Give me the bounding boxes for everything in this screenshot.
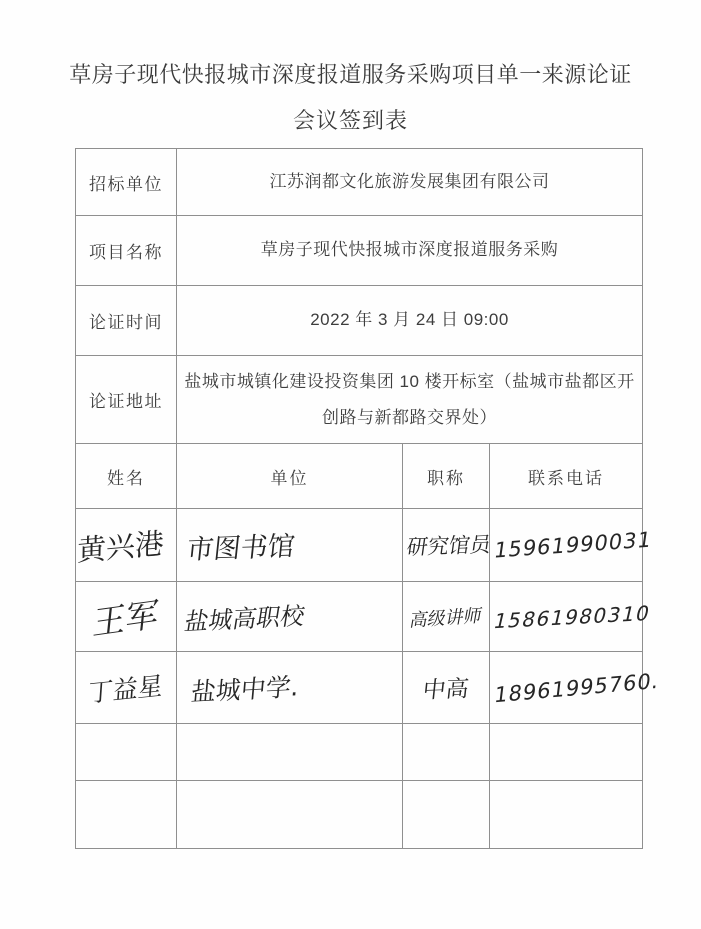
header-cell-name: 姓名: [76, 444, 177, 509]
signature-unit-cell: [177, 781, 403, 849]
signature-row: [76, 652, 643, 724]
signature-name-cell: [76, 582, 177, 652]
signature-unit-cell: [177, 724, 403, 781]
doc-title-line1: 草房子现代快报城市深度报道服务采购项目单一来源论证: [69, 62, 632, 87]
handwritten-unit: 盐城高职校: [182, 601, 307, 637]
signature-name-cell: [76, 724, 177, 781]
signature-row: [76, 582, 643, 652]
info-value-meeting-address: 盐城市城镇化建设投资集团 10 楼开标室（盐城市盐都区开创路与新都路交界处）: [177, 356, 643, 444]
info-row-meeting-address: [76, 356, 643, 444]
handwritten-name: 王军: [91, 593, 161, 644]
signature-phone-cell: [490, 781, 643, 849]
handwritten-phone: 15961990031: [492, 527, 654, 563]
signature-phone-cell: [490, 582, 654, 652]
signature-unit-cell: [177, 652, 403, 724]
signature-name-cell: [76, 509, 177, 582]
signature-name-cell: [76, 652, 177, 724]
info-label-meeting-time: 论证时间: [76, 286, 177, 356]
header-cell-unit: 单位: [177, 444, 403, 509]
handwritten-title: 中高: [421, 676, 471, 704]
signin-sheet-table: [75, 148, 661, 849]
info-row-bidding-unit: [76, 149, 643, 216]
signature-title-cell: [403, 652, 490, 724]
signature-unit-cell: [177, 509, 403, 582]
signature-title-cell: [403, 582, 490, 652]
empty-signature-row: [76, 724, 643, 781]
info-label-bidding-unit: 招标单位: [76, 149, 177, 216]
handwritten-unit: 市图书馆: [185, 530, 297, 566]
signature-title-cell: [403, 781, 490, 849]
signature-row: [76, 509, 643, 582]
info-value-project-name: 草房子现代快报城市深度报道服务采购: [177, 216, 643, 286]
handwritten-unit: 盐城中学.: [189, 671, 301, 707]
handwritten-phone: 18961995760.: [492, 668, 661, 707]
info-row-meeting-time: [76, 286, 643, 356]
signin-header-row: [76, 444, 643, 509]
signature-unit-cell: [177, 582, 403, 652]
info-label-project-name: 项目名称: [76, 216, 177, 286]
doc-title-line2: 会议签到表: [292, 108, 408, 133]
signature-phone-cell: [490, 652, 661, 724]
header-cell-title: 职称: [403, 444, 490, 509]
handwritten-title: 研究馆员: [405, 532, 493, 560]
signature-phone-cell: [490, 724, 643, 781]
info-row-project-name: [76, 216, 643, 286]
info-value-meeting-time: 2022 年 3 月 24 日 09:00: [177, 286, 643, 356]
signature-phone-cell: [490, 509, 654, 582]
info-label-meeting-address: 论证地址: [76, 356, 177, 444]
handwritten-title: 高级讲师: [407, 604, 484, 632]
handwritten-name: 丁益星: [87, 670, 165, 708]
signature-title-cell: [403, 509, 493, 582]
empty-signature-row: [76, 781, 643, 849]
handwritten-phone: 15861980310: [491, 600, 654, 633]
header-cell-phone: 联系电话: [490, 444, 643, 509]
handwritten-name: 黄兴港: [77, 525, 165, 568]
info-value-bidding-unit: 江苏润都文化旅游发展集团有限公司: [177, 149, 643, 216]
signature-title-cell: [403, 724, 490, 781]
signature-name-cell: [76, 781, 177, 849]
